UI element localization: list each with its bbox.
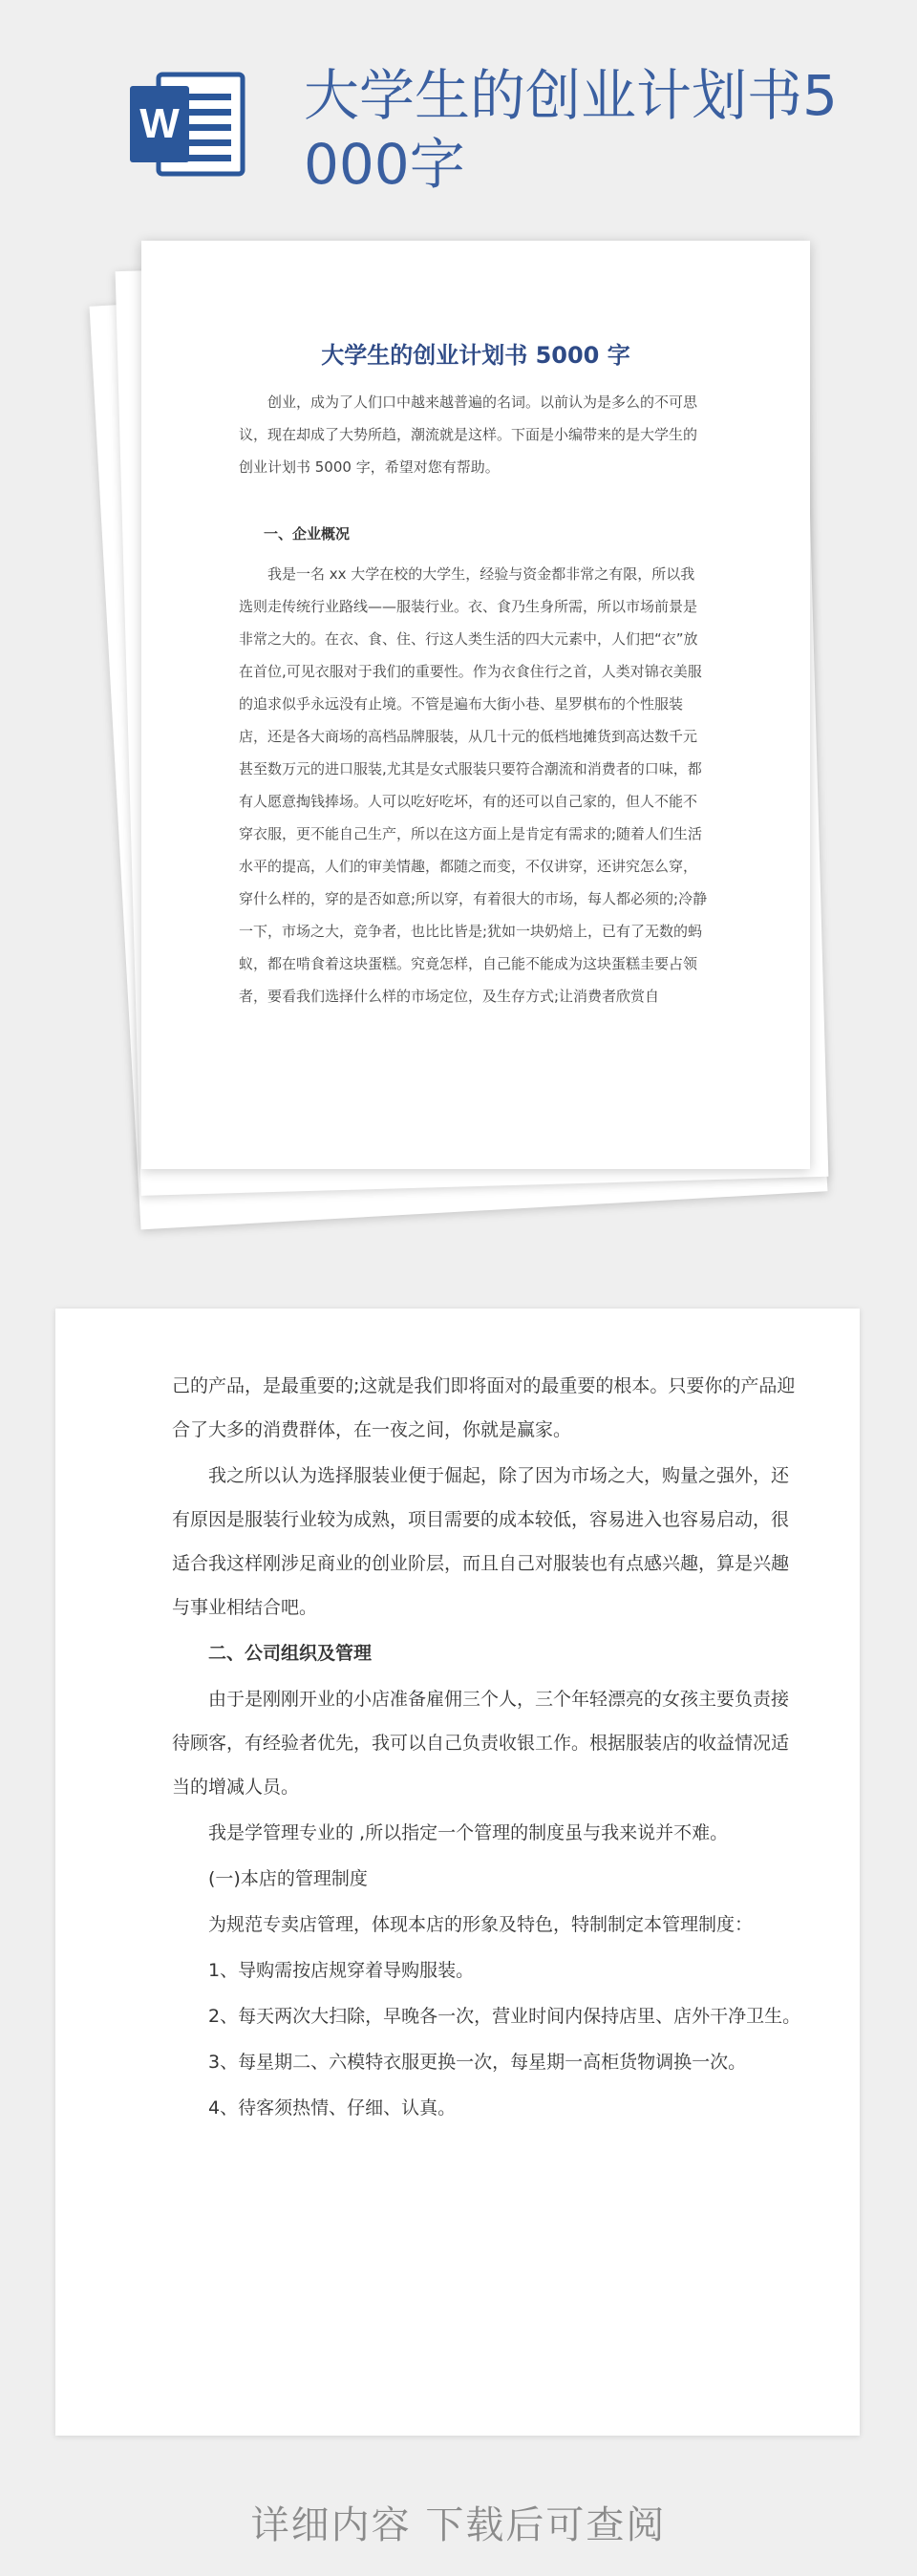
continuation-paragraph: 己的产品，是最重要的;这就是我们即将面对的最重要的根本。只要你的产品迎合了大多的消费群体，在一夜之间，你就是赢家。	[172, 1375, 796, 1440]
rule-item: 2、每天两次大扫除，早晚各一次，营业时间内保持店里、店外干净卫生。	[208, 2006, 801, 2027]
section-1-text: 我是一名 xx 大学在校的大学生，经验与资金都非常之有限，所以我选则走传统行业路线——服装行业。衣、食乃生身所需，所以市场前景是非常之大的。在衣、食、住、行这人类生活的四大元素中，人们把“衣”放在首位,可见衣服对于我们的重要性。作为衣食住行之首，人类对锦衣美服的追求似乎永远没有止境。不管是遍布大街小巷、星罗棋布的个性服装店，还是各大商场的高档品牌服装，从几十元的低档地摊货到高达数千元甚至数万元的进口服装,尤其是女式服装只要符合潮流和消费者的口味，都有人愿意掏钱捧场。人可以吃好吃坏，有的还可以自己家的，但人不能不穿衣服，更不能自己生产，所以在这方面上是肯定有需求的;随着人们生活水平的提高，人们的审美情趣，都随之而变，不仅讲穿，还讲究怎么穿，穿什么样的，穿的是否如意;所以穿，有着很大的市场，每人都必须的;冷静一下，市场之大，竞争者，也比比皆是;犹如一块奶焙上，已有了无数的蚂蚁，都在啃食着这块蛋糕。究竟怎样，自己能不能成为这块蛋糕圭要占领者，要看我们选择什么样的市场定位，及生存方式;让消费者欣赏自	[239, 565, 708, 1005]
section-heading-2: 二、公司组织及管理	[208, 1643, 373, 1664]
intro-paragraph	[239, 386, 709, 483]
paragraph: 我之所以认为选择服装业便于倔起，除了因为市场之大，购量之强外，还有原因是服装行业较为成熟，项目需要的成本较低，容易进入也容易启动，很适合我这样刚涉足商业的创业阶层，而且自己对服装也有点感兴趣，算是兴趣与事业相结合吧。	[172, 1465, 790, 1618]
intro-text: 创业，成为了人们口中越来越普遍的名词。以前认为是多么的不可思议，现在却成了大势所趋，潮流就是这样。下面是小编带来的是大学生的创业计划书 5000 字，希望对您有帮助。	[239, 394, 698, 476]
rule-item: 3、每星期二、六模特衣服更换一次，每星期一高柜货物调换一次。	[208, 2052, 747, 2073]
page-title	[304, 61, 839, 199]
rule-item: 1、导购需按店规穿着导购服装。	[208, 1960, 475, 1981]
section-heading-1: 一、企业概况	[264, 525, 351, 543]
page-title-line1: 大学生的创业计划书5	[304, 63, 838, 128]
paragraph: 我是学管理专业的 ,所以指定一个管理的制度虽与我来说并不难。	[208, 1822, 729, 1843]
paragraph: 由于是刚刚开业的小店准备雇佣三个人，三个年轻漂亮的女孩主要负责接待顾客，有经验者优先，我可以自己负责收银工作。根据服装店的收益情况适当的增减人员。	[172, 1689, 790, 1798]
header	[0, 0, 917, 229]
document-page-1	[141, 241, 810, 1169]
page-2-content	[172, 1364, 804, 2132]
page-title-line2: 000字	[304, 132, 465, 197]
document-page-2	[55, 1309, 860, 2436]
section-1-body	[239, 558, 709, 1012]
paragraph: 为规范专卖店管理，体现本店的形象及特色，特制制定本管理制度：	[208, 1914, 754, 1935]
document-title: 大学生的创业计划书 5000 字	[321, 342, 630, 369]
word-icon-letter: W	[139, 100, 180, 147]
word-document-icon	[126, 67, 248, 181]
download-notice: 详细内容 下载后可查阅	[250, 2503, 667, 2547]
subsection-heading: (一)本店的管理制度	[208, 1868, 368, 1889]
rule-item: 4、待客须热情、仔细、认真。	[208, 2097, 457, 2118]
